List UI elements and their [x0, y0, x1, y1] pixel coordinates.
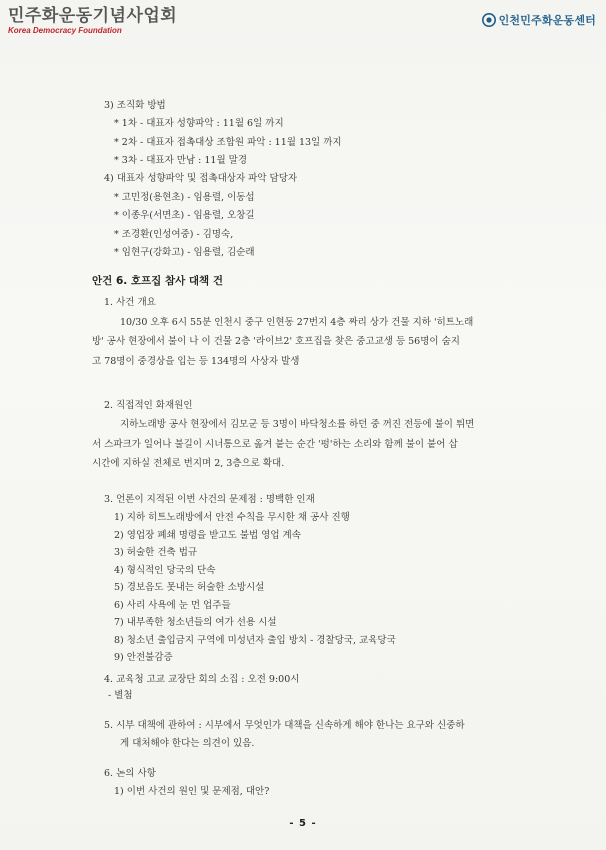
- list-item: * 3차 - 대표자 만남 : 11월 말경: [114, 155, 248, 166]
- overview-title: 1. 사건 개요: [104, 297, 156, 308]
- government-measures-line: 게 대처해야 한다는 의견이 있음.: [120, 738, 255, 749]
- section-4-title: 4) 대표자 성향파악 및 접촉대상자 파악 담당자: [104, 173, 298, 184]
- list-item: * 2차 - 대표자 접촉대상 조합원 파악 : 11월 13일 까지: [114, 137, 342, 148]
- discussion-title: 6. 논의 사항: [104, 768, 156, 779]
- list-item: 1) 지하 히트노래방에서 안전 수칙을 무시한 채 공사 진행: [114, 512, 350, 523]
- paragraph-line: 지하노래방 공사 현장에서 김모군 등 3명이 바닥청소를 하던 중 꺼진 전등에 불이 튀면: [120, 419, 475, 430]
- page-number: - 5 -: [289, 818, 317, 829]
- list-item: 6) 사리 사욕에 눈 먼 업주들: [114, 599, 231, 611]
- list-item: 1) 이번 사건의 원인 및 문제점, 대안?: [114, 786, 270, 797]
- paragraph-line: 서 스파크가 일어나 불길이 시너통으로 옮겨 붙는 순간 '펑'하는 소리와 함께 불이 붙어 삽: [92, 439, 458, 450]
- government-measures-line: 5. 시부 대책에 관하여 : 시부에서 무엇인가 대책을 신속하게 해야 한나는 요구와 신중하: [104, 720, 465, 731]
- list-item: 4) 형식적인 당국의 단속: [114, 564, 216, 576]
- center-name: 인천민주화운동센터: [498, 14, 596, 27]
- paragraph-line: 고 78명이 중경상을 입는 등 134명의 사상자 발생: [92, 356, 300, 367]
- meeting-title: 4. 교육청 고교 교장단 회의 소집 : 오전 9:00시: [104, 674, 300, 685]
- agenda-heading: 안건 6. 호프집 참사 대책 건: [92, 275, 224, 287]
- list-item: 7) 내부족한 청소년들의 여가 선용 시설: [114, 617, 277, 628]
- list-item: * 이종우(서면초) - 임용렬, 오창길: [114, 210, 255, 221]
- list-item: 8) 청소년 출입금지 구역에 미성년자 출입 방치 - 경찰당국, 교육당국: [114, 634, 396, 646]
- paragraph-line: 10/30 오후 6시 55분 인천시 중구 인현동 27번지 4층 짜리 상가 건물 지하 '히트노래: [120, 317, 474, 328]
- attachment-note: - 별첨: [108, 690, 133, 701]
- list-item: 3) 허술한 건축 법규: [114, 547, 198, 558]
- org-name-korean: 민주화운동기념사업회: [8, 6, 178, 26]
- list-item: * 고민정(용현초) - 임용렬, 이동섭: [114, 192, 255, 203]
- list-item: * 임현구(강화고) - 임용렬, 김순래: [114, 247, 255, 258]
- cause-title: 2. 직접적인 화재원인: [104, 400, 193, 411]
- org-name-english: Korea Democracy Foundation: [8, 26, 122, 35]
- list-item: * 조경환(인성여중) - 김명숙,: [114, 229, 234, 240]
- issues-title: 3. 언론이 지적된 이번 사건의 문제점 : 명백한 인재: [104, 494, 315, 505]
- list-item: 9) 안전불감증: [114, 652, 173, 663]
- paragraph-line: 방' 공사 현장에서 불이 나 이 건물 2층 '라이브2' 호프집을 찾은 중고교생 등 56명이 숨지: [92, 336, 460, 347]
- section-3-title: 3) 조직화 방법: [104, 100, 166, 111]
- list-item: 2) 영업장 폐쇄 명령을 받고도 불법 영업 계속: [114, 529, 301, 541]
- paragraph-line: 시간에 지하실 전체로 번지며 2, 3층으로 확대.: [92, 458, 285, 469]
- list-item: 5) 경보음도 못내는 허술한 소방시설: [114, 582, 265, 593]
- list-item: * 1차 - 대표자 성향파악 : 11월 6일 까지: [114, 118, 284, 129]
